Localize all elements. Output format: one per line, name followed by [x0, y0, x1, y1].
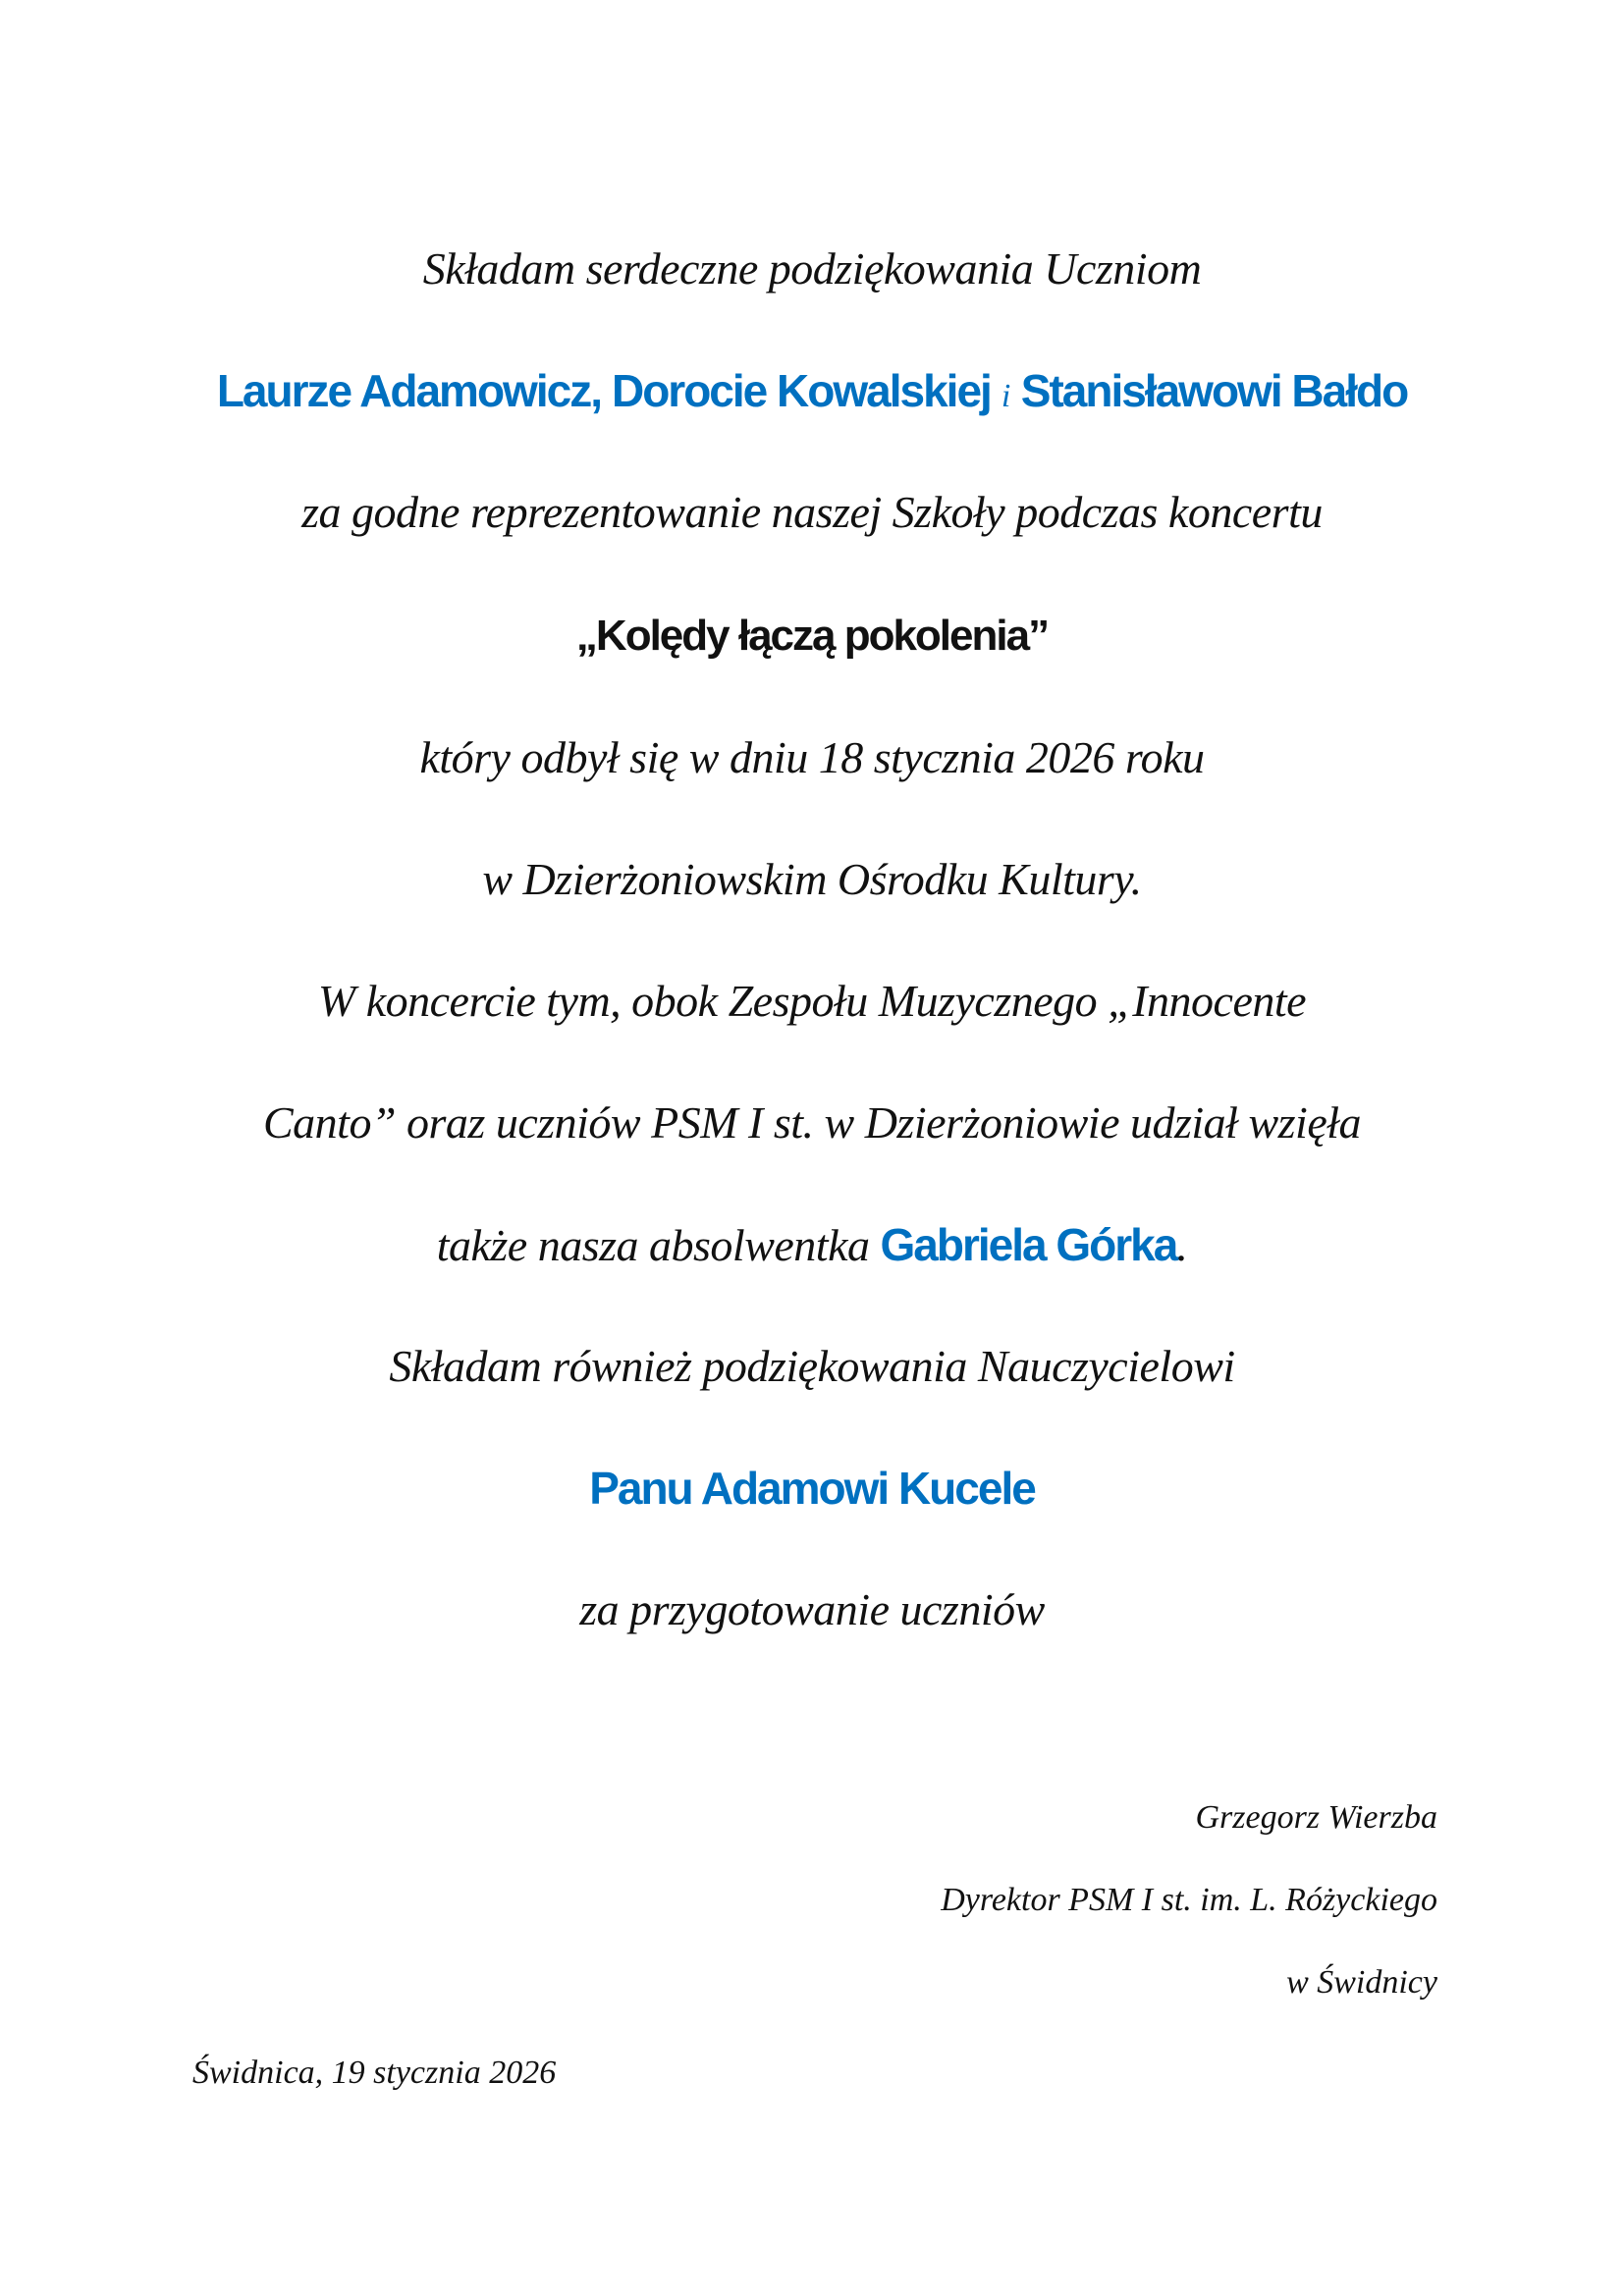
preparation-line: za przygotowanie uczniów: [579, 1584, 1045, 1634]
signature-location: w Świdnicy: [1286, 1964, 1437, 2001]
graduate-name: Gabriela Górka: [880, 1219, 1177, 1270]
signature-position: Dyrektor PSM I st. im. L. Różyckiego: [941, 1882, 1437, 1918]
conjunction: i: [1001, 378, 1010, 414]
date-line: który odbył się w dniu 18 stycznia 2026 roku: [419, 732, 1205, 782]
ensemble-line-1: W koncercie tym, obok Zespołu Muzycznego „Innocente: [317, 976, 1307, 1026]
student-name-1: Laurze Adamowicz,: [216, 365, 601, 416]
student-name-3: Stanisławowi Bałdo: [1020, 365, 1408, 416]
greeting-line: Składam serdeczne podziękowania Uczniom: [422, 243, 1202, 294]
student-name-2: Dorocie Kowalskiej: [611, 365, 991, 416]
place-and-date: Świdnica, 19 stycznia 2026: [192, 2055, 557, 2091]
teacher-name: Panu Adamowi Kucele: [589, 1463, 1035, 1514]
teacher-thanks-line: Składam również podziękowania Nauczycielowi: [389, 1341, 1235, 1391]
graduate-line-suffix: .: [1176, 1220, 1188, 1270]
concert-title: „Kolędy łączą pokolenia”: [575, 612, 1049, 660]
representation-line: za godne reprezentowanie naszej Szkoły podczas koncertu: [301, 487, 1323, 537]
signature-name: Grzegorz Wierzba: [1195, 1799, 1437, 1836]
students-line: [0, 361, 1624, 426]
graduate-line: [0, 1215, 1624, 1275]
graduate-line-prefix: także nasza absolwentka: [436, 1220, 870, 1270]
ensemble-line-2: Canto” oraz uczniów PSM I st. w Dzierżoniowie udział wzięła: [262, 1097, 1362, 1148]
venue-line: w Dzierżoniowskim Ośrodku Kultury.: [482, 854, 1142, 904]
